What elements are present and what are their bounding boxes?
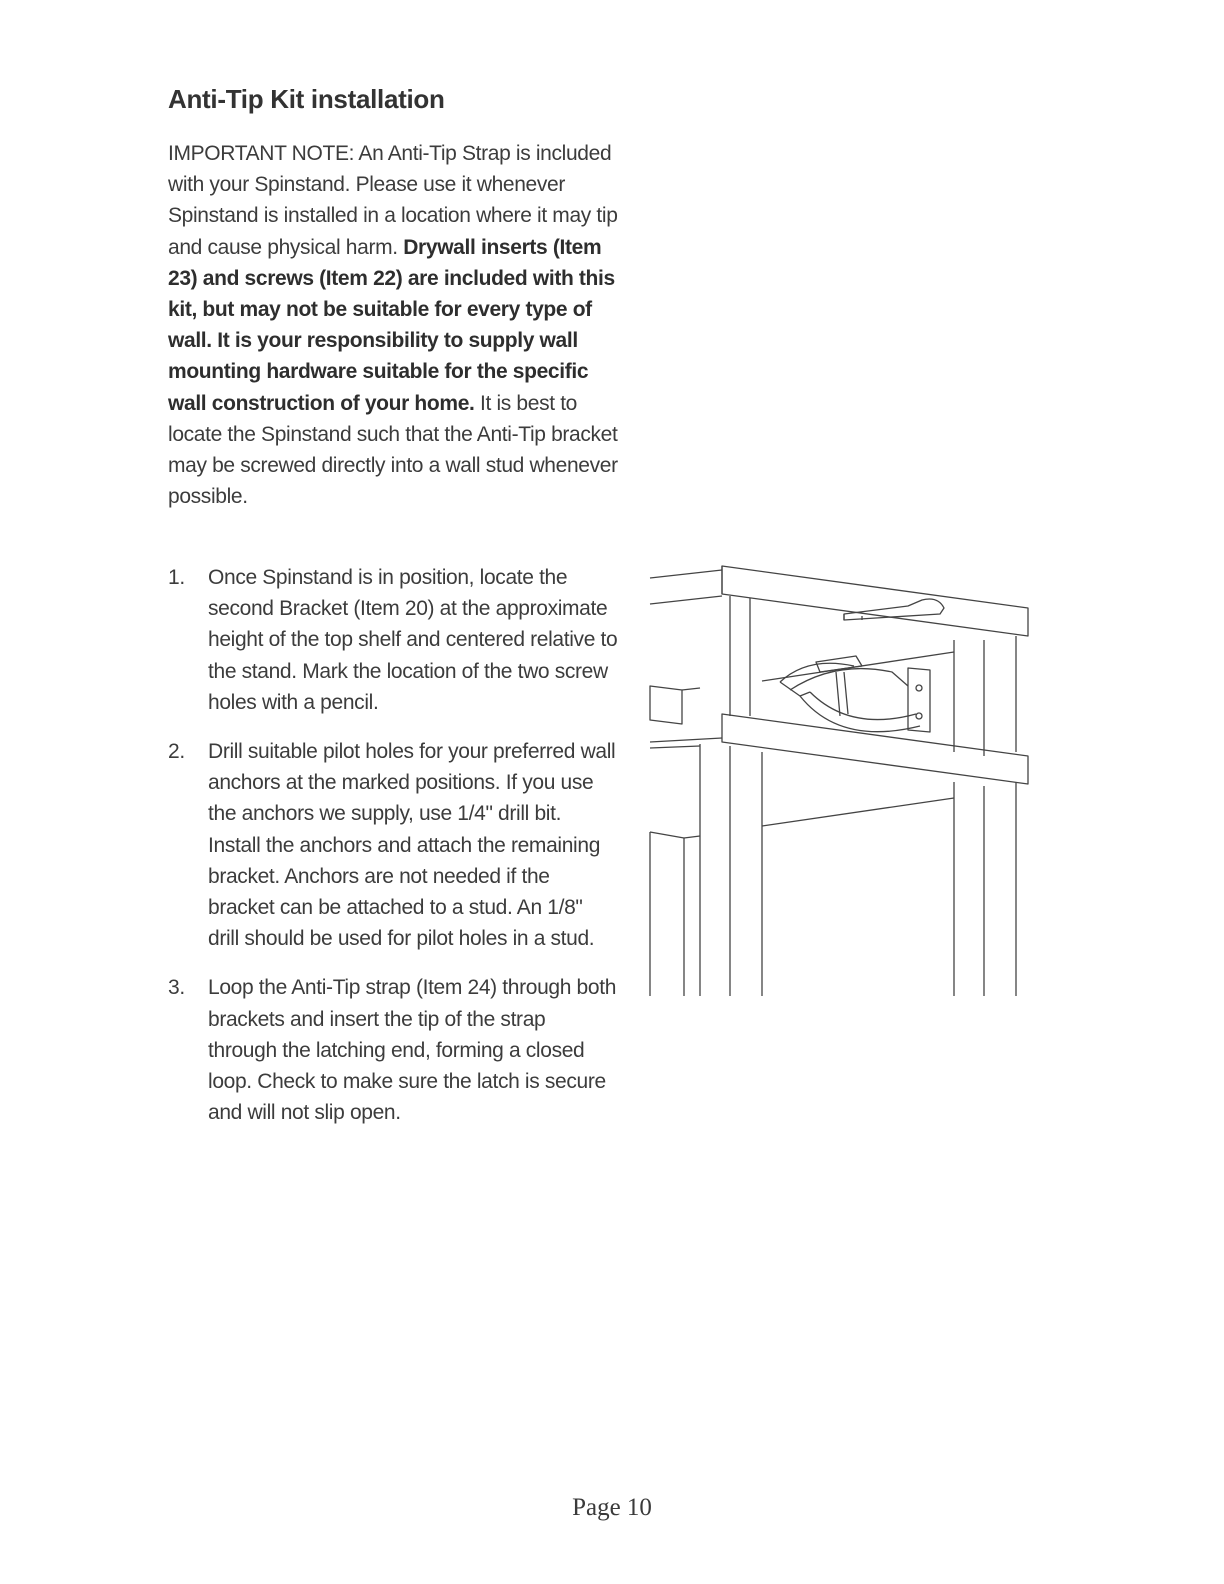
intro-paragraph xyxy=(168,138,618,512)
middle-shelf xyxy=(722,714,1028,784)
intro-note: IMPORTANT NOTE: An Anti-Tip Strap is included with your Spinstand. Please use it whenever Spinstand is installed in a location where it may tip and cause physical harm. xyxy=(168,142,618,259)
page-number: Page 10 xyxy=(572,1494,652,1521)
step-number: 1. xyxy=(168,566,185,589)
step-2 xyxy=(168,736,618,954)
step-text: Once Spinstand is in position, locate the second Bracket (Item 20) at the approximate height of the top shelf and centered relative to the stand. Mark the location of the two screw holes with a pencil. xyxy=(208,566,618,714)
shelf-bracket xyxy=(844,599,944,620)
step-number: 3. xyxy=(168,976,185,1000)
step-text: Drill suitable pilot holes for your preferred wall anchors at the marked positions. If you use the anchors we supply, use 1/4" drill bit. Install the anchors and attach the remaining bracket. Anchors are not needed if the bracket can be attached to a stud. An 1/8" drill should be used for pilot holes in a stud. xyxy=(208,740,616,951)
step-1 xyxy=(168,562,618,718)
step-text: Loop the Anti-Tip strap (Item 24) through both brackets and insert the tip of the strap through the latching end, forming a closed loop. Check to make sure the latch is secure and will not slip open. xyxy=(208,976,617,1125)
wall-top-edge xyxy=(650,570,722,578)
intro-warning: Drywall inserts (Item 23) and screws (Item 22) are included with this kit, but may not be suitable for every type of wall. It is your responsibility to supply wall mounting hardware suitable for the specific wall construction of your home. xyxy=(168,235,615,415)
section-heading: Anti-Tip Kit installation xyxy=(168,84,445,114)
anti-tip-installation-illustration xyxy=(640,556,1040,1006)
top-shelf xyxy=(722,566,1028,636)
anti-tip-strap-assembly xyxy=(780,656,930,732)
intro-advice: It is best to locate the Spinstand such that the Anti-Tip bracket may be screwed directly into a wall stud whenever possible. xyxy=(168,391,618,509)
wall-top-edge-lower xyxy=(650,596,722,604)
wall-panel-left xyxy=(650,686,682,724)
wall-bracket xyxy=(908,668,930,732)
step-number: 2. xyxy=(168,740,185,764)
step-3 xyxy=(168,972,618,1128)
installation-steps xyxy=(168,562,618,1146)
